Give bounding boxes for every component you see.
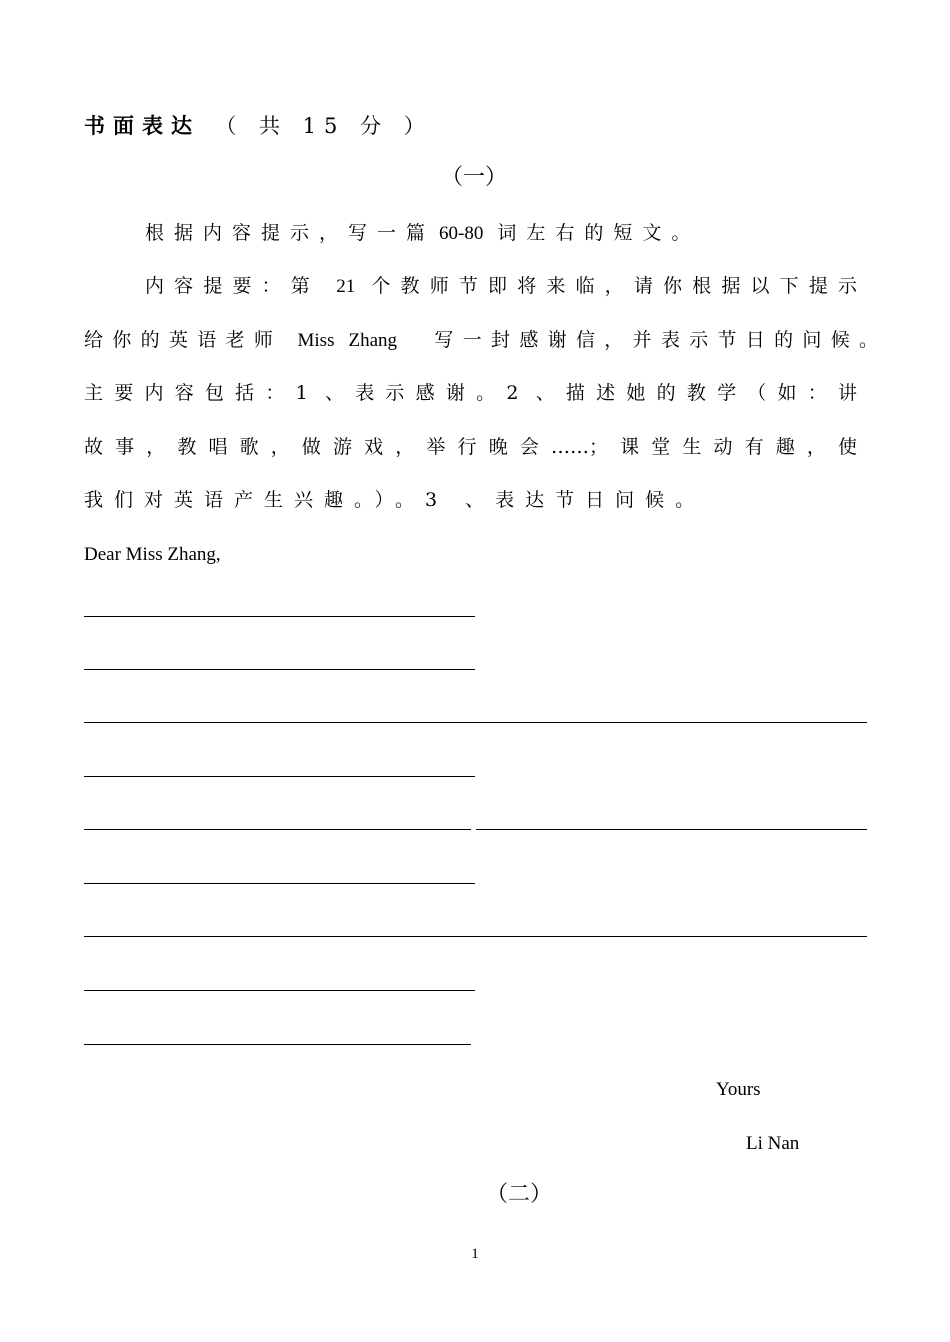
teacher-name: Miss Zhang xyxy=(297,330,398,351)
writing-line[interactable] xyxy=(476,829,867,830)
tips-line-2-pre: 给你的英语老师 xyxy=(84,329,283,351)
word-range: 60-80 xyxy=(439,223,484,244)
tips-line-1-post: 个教师节即将来临，请你根据以下提示 xyxy=(371,275,857,297)
instruction-post: 词左右的短文。 xyxy=(497,222,701,244)
section-title xyxy=(84,115,433,137)
instruction-pre: 根据内容提示，写一篇 xyxy=(145,222,436,244)
tips-line-1 xyxy=(145,277,857,296)
tips-line-2 xyxy=(84,331,878,350)
part-one-title: （一） xyxy=(441,165,508,190)
tips-line-4: 故事，教唱歌，做游戏，举行晚会……；课堂生动有趣，使 xyxy=(84,436,857,458)
tips-line-1-pre: 内容提要：第 xyxy=(145,275,320,297)
salutation: Dear Miss Zhang, xyxy=(84,544,221,565)
writing-line[interactable] xyxy=(84,669,475,670)
teachers-day-number: 21 xyxy=(336,276,356,297)
part-two-title: （二） xyxy=(486,1182,553,1207)
instruction-text xyxy=(145,224,700,243)
section-title-text: 书面表达 xyxy=(84,113,200,138)
tips-line-2-post: 写一封感谢信，并表示节日的问候。 xyxy=(434,329,878,351)
writing-line[interactable] xyxy=(84,936,867,937)
writing-line[interactable] xyxy=(84,722,867,723)
writing-line[interactable] xyxy=(84,1044,471,1045)
tips-line-3: 主要内容包括：1 、表示感谢。2 、描述她的教学（如：讲 xyxy=(84,382,857,404)
writing-line[interactable] xyxy=(84,829,471,830)
writing-line[interactable] xyxy=(84,776,475,777)
signature: Li Nan xyxy=(746,1133,800,1154)
page-number: 1 xyxy=(471,1246,479,1262)
tips-line-5: 我们对英语产生兴趣。）。3 、表达节日问候。 xyxy=(84,489,706,511)
score-note: （ 共 15 分 ） xyxy=(215,114,433,138)
writing-line[interactable] xyxy=(84,616,475,617)
writing-line[interactable] xyxy=(84,990,475,991)
closing: Yours xyxy=(716,1079,761,1100)
writing-line[interactable] xyxy=(84,883,475,884)
